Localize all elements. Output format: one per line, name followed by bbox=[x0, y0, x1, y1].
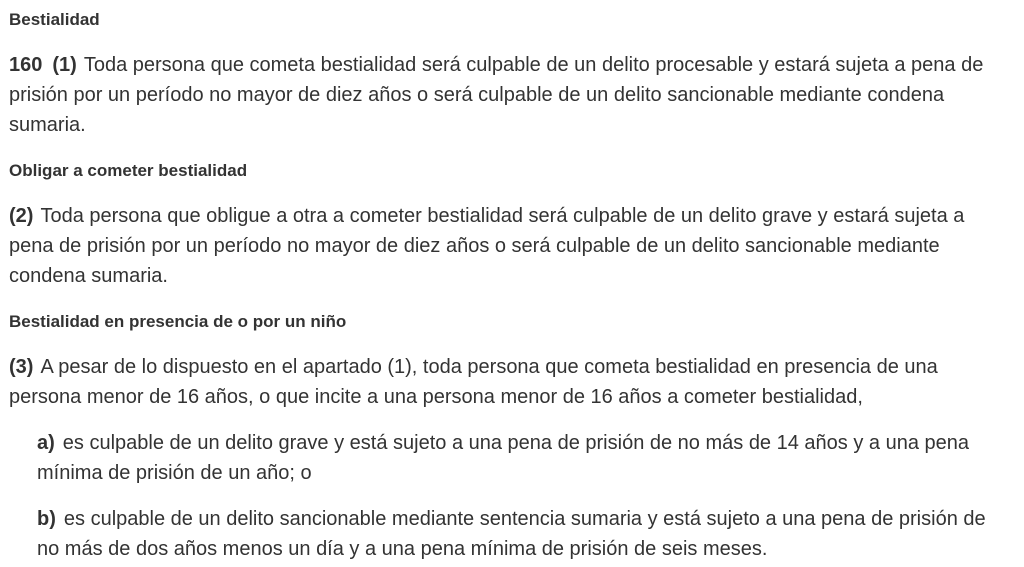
marginal-note-obligar: Obligar a cometer bestialidad bbox=[9, 161, 248, 180]
provision-160-1 bbox=[9, 50, 1012, 140]
clause-a bbox=[37, 428, 1012, 488]
clause-b-marker: b) bbox=[37, 508, 56, 530]
provision-160-3 bbox=[9, 352, 1012, 412]
clause-a-marker: a) bbox=[37, 432, 55, 454]
clause-b bbox=[37, 504, 1012, 564]
clause-b-text: es culpable de un delito sancionable mediante sentencia sumaria y está sujeto a una pena de prisión de no más de dos años menos un día y a una pena mínima de prisión de seis meses. bbox=[37, 508, 986, 560]
provision-160-2 bbox=[9, 201, 1012, 291]
section-number: 160 bbox=[9, 54, 43, 76]
provision-160-2-text: Toda persona que obligue a otra a cometer bestialidad será culpable de un delito grave y estará sujeta a pena de prisión por un período no mayor de diez años o será culpable de un delito sancionable mediante condena sumaria. bbox=[9, 205, 965, 287]
subsection-1-marker: (1) bbox=[52, 54, 77, 76]
marginal-note-presencia-nino: Bestialidad en presencia de o por un niño bbox=[9, 312, 347, 331]
provision-160-1-text: Toda persona que cometa bestialidad será culpable de un delito procesable y estará sujeta a pena de prisión por un período no mayor de diez años o será culpable de un delito sancionable mediante condena sumaria. bbox=[9, 54, 984, 136]
marginal-note-bestialidad: Bestialidad bbox=[9, 10, 100, 29]
provision-160-3-text: A pesar de lo dispuesto en el apartado (1), toda persona que cometa bestialidad en presencia de una persona menor de 16 años, o que incite a una persona menor de 16 años a cometer bestialidad, bbox=[9, 356, 938, 408]
subsection-2-marker: (2) bbox=[9, 205, 34, 227]
clause-a-text: es culpable de un delito grave y está sujeto a una pena de prisión de no más de 14 años y a una pena mínima de prisión de un año; o bbox=[37, 432, 969, 484]
subsection-3-marker: (3) bbox=[9, 356, 34, 378]
